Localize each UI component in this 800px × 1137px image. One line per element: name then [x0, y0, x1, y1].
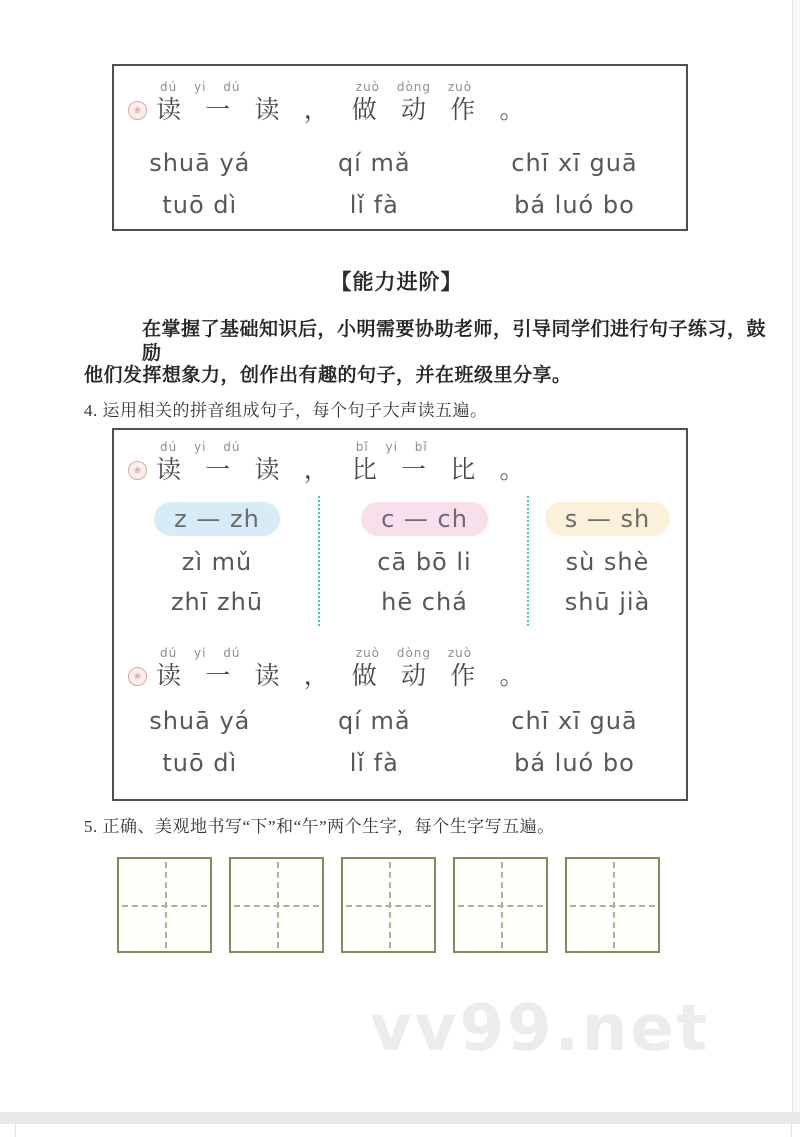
seal-stamp-icon: ❀: [128, 461, 147, 480]
pinyin-word-grid: [114, 142, 686, 226]
initials-pill: c — ch: [361, 502, 488, 536]
page-edge-line: [792, 0, 793, 1112]
character-writing-grid: [229, 857, 324, 953]
reading-box-act-1: [112, 64, 688, 231]
character-writing-grid: [565, 857, 660, 953]
hanzi-label: 做 动 作 。: [351, 97, 534, 124]
pinyin-word: sù shè: [565, 548, 650, 576]
reading-header: [128, 440, 548, 487]
question-4: 4. 运用相关的拼音组成句子，每个句子大声读五遍。: [84, 401, 488, 420]
pinyin-label: bǐ yi bǐ: [355, 440, 428, 454]
pinyin-word: lǐ fà: [349, 749, 399, 777]
header-word-group: [352, 80, 534, 127]
pinyin-word: qí mǎ: [337, 149, 411, 177]
initials-compare-grid: [114, 494, 686, 622]
reading-header: [128, 646, 548, 693]
pinyin-word: chī xī guā: [511, 149, 638, 177]
paragraph-line: 他们发挥想象力，创作出有趣的句子，并在班级里分享。: [84, 365, 572, 386]
dotted-divider: [318, 496, 320, 626]
hanzi-label: 读 一 读 ，: [156, 457, 338, 484]
header-word-group: [352, 440, 534, 487]
question-5: 5. 正确、美观地书写“下”和“午”两个生字，每个生字写五遍。: [84, 817, 555, 836]
pinyin-label: dú yi dú: [160, 80, 241, 94]
initials-pill: s — sh: [545, 502, 670, 536]
page-separator: [0, 1112, 800, 1124]
hanzi-label: 做 动 作 。: [351, 663, 534, 690]
compare-column: [320, 502, 529, 622]
seal-stamp-icon: ❀: [128, 667, 147, 686]
character-writing-grid: [117, 857, 212, 953]
pinyin-word: shuā yá: [149, 707, 251, 735]
pinyin-label: zuò dòng zuò: [355, 80, 473, 94]
character-writing-grid: [341, 857, 436, 953]
pinyin-label: dú yi dú: [160, 646, 241, 660]
next-page-edge: [791, 1124, 792, 1137]
section-heading: 【能力进阶】: [330, 270, 463, 294]
compare-column: [114, 502, 320, 622]
pinyin-word: bá luó bo: [514, 749, 635, 777]
header-word-group: [352, 646, 534, 693]
reading-header: [128, 80, 548, 127]
paragraph-line: 在掌握了基础知识后，小明需要协助老师，引导同学们进行句子练习，鼓励: [142, 319, 767, 364]
hanzi-label: 比 一 比 。: [351, 457, 534, 484]
pinyin-word: tuō dì: [162, 749, 238, 777]
hanzi-label: 读 一 读 ，: [156, 663, 338, 690]
pinyin-word: shū jià: [564, 588, 651, 616]
pinyin-word: bá luó bo: [514, 191, 635, 219]
pinyin-word: cā bō li: [377, 548, 472, 576]
pinyin-word: chī xī guā: [511, 707, 638, 735]
pinyin-word: zhī zhū: [170, 588, 264, 616]
pinyin-word: lǐ fà: [349, 191, 399, 219]
dotted-divider: [527, 496, 529, 626]
watermark: vv99.net: [370, 992, 711, 1066]
writing-grids-row: [117, 857, 660, 953]
character-writing-grid: [453, 857, 548, 953]
pinyin-word: shuā yá: [149, 149, 251, 177]
pinyin-word: hē chá: [381, 588, 468, 616]
header-word-group: [156, 646, 338, 693]
hanzi-label: 读 一 读 ，: [156, 97, 338, 124]
pinyin-word: qí mǎ: [337, 707, 411, 735]
next-page-edge: [15, 1124, 16, 1137]
initials-pill: z — zh: [154, 502, 280, 536]
header-word-group: [156, 80, 338, 127]
pinyin-label: zuò dòng zuò: [355, 646, 473, 660]
pinyin-word: zì mǔ: [181, 548, 253, 576]
pinyin-word-grid: [114, 700, 686, 784]
compare-column: [529, 502, 686, 622]
header-word-group: [156, 440, 338, 487]
seal-stamp-icon: ❀: [128, 101, 147, 120]
reading-box-compare: [112, 428, 688, 801]
pinyin-word: tuō dì: [162, 191, 238, 219]
page-edge-gutter: [793, 0, 800, 1112]
pinyin-label: dú yi dú: [160, 440, 241, 454]
